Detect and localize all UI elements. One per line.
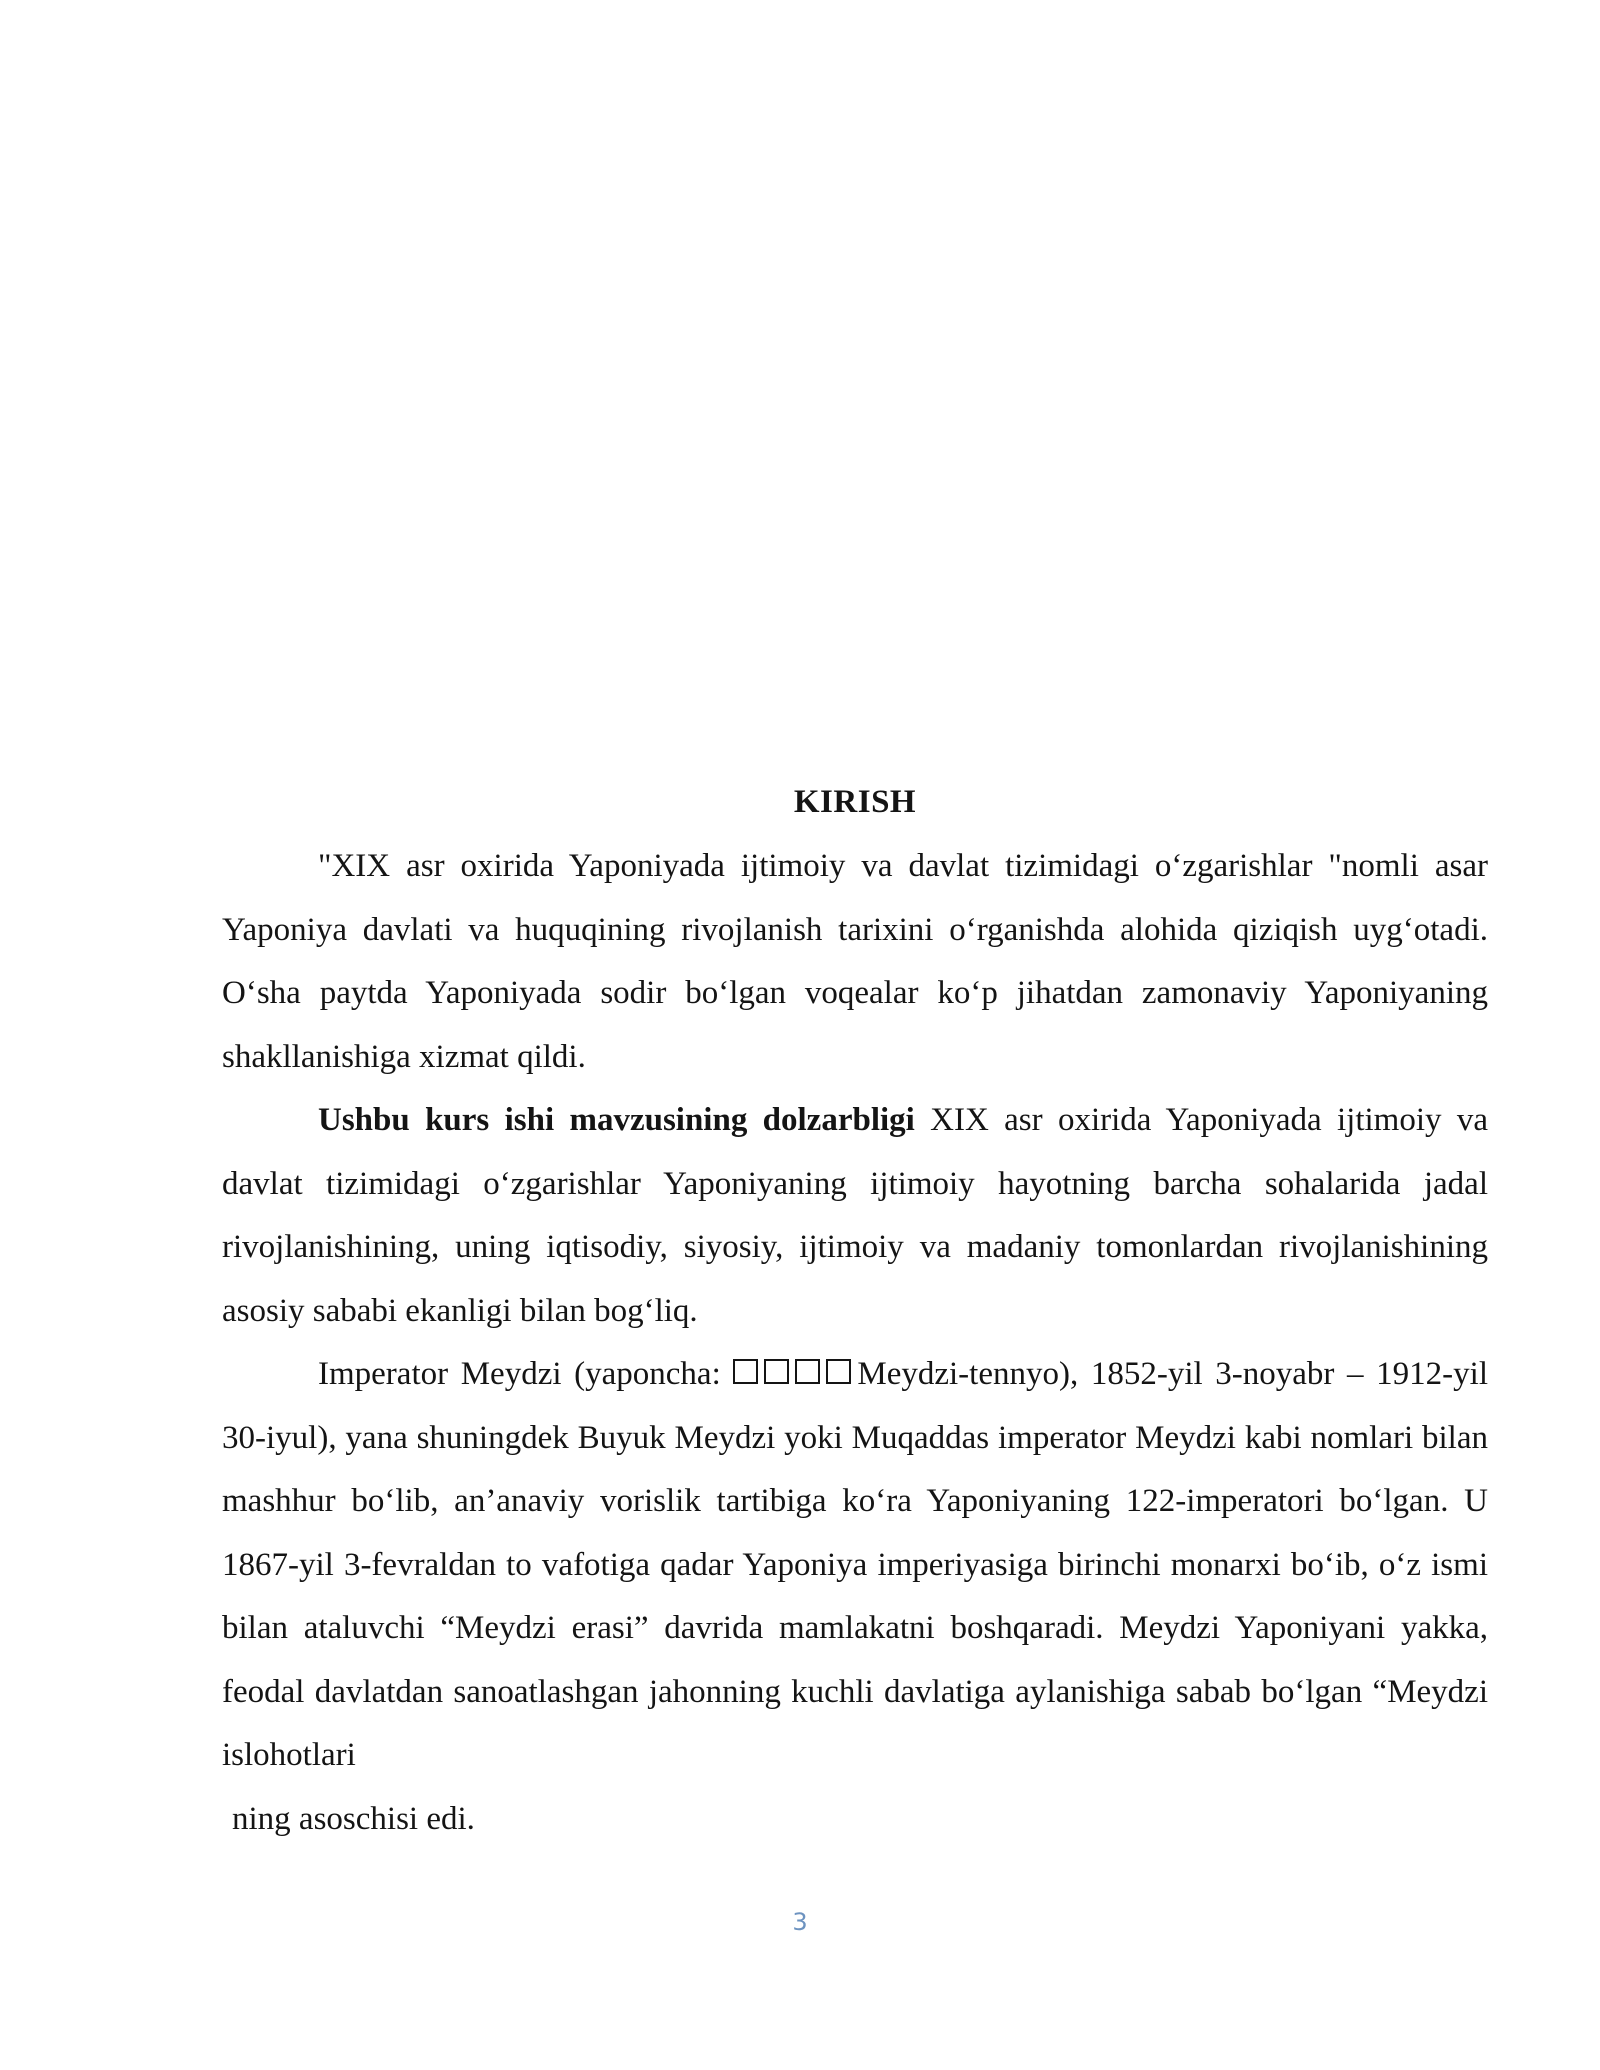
paragraph-relevance-text: XIX asr oxirida Yaponiyada ijtimoiy va davlat tizimidagi oʻzgarishlar Yaponiyaning ijtimoiy hayotning barcha sohalarida jadal rivojlanishining, uning iqtisodiy, siyosiy, ijtimoiy va madaniy tomonlardan rivojlanishining asosiy sababi ekanligi bilan bogʻliq. xyxy=(222,1102,1488,1329)
missing-glyph-icon xyxy=(764,1359,789,1384)
paragraph-meiji-text-rest: Meydzi-tennyo), 1852-yil 3-noyabr – 1912-yil 30-iyul), yana shuningdek Buyuk Meydzi yoki Muqaddas imperator Meydzi kabi nomlari bilan mashhur boʻlib, an’anaviy vorislik tartibiga koʻra Yaponiyaning 122-imperatori boʻlgan. U 1867-yil 3-fevraldan to vafotiga qadar Yaponiya imperiyasiga birinchi monarxi boʻib, oʻz ismi bilan ataluvchi “Meydzi erasi” davrida mamlakatni boshqaradi. Meydzi Yaponiyani yakka, feodal davlatdan sanoatlashgan jahonning kuchli davlatiga aylanishiga sabab boʻlgan “Meydzi islohotlari xyxy=(222,1356,1488,1773)
paragraph-meiji-text-start: Imperator Meydzi (yaponcha: xyxy=(318,1356,734,1392)
relevance-bold-lead: Ushbu kurs ishi mavzusining dolzarbligi xyxy=(318,1102,915,1138)
paragraph-meiji xyxy=(222,1343,1488,1788)
page-number: 3 xyxy=(792,1908,808,1936)
missing-glyph-icon xyxy=(795,1359,820,1384)
paragraph-meiji-tail: ning asoschisi edi. xyxy=(232,1800,475,1837)
paragraph-intro xyxy=(222,835,1488,1089)
missing-glyph-icon xyxy=(733,1359,758,1384)
section-heading: KIRISH xyxy=(793,784,917,820)
missing-glyph-icon xyxy=(826,1359,851,1384)
paragraph-relevance xyxy=(222,1089,1488,1343)
paragraph-intro-text: "XIX asr oxirida Yaponiyada ijtimoiy va davlat tizimidagi oʻzgarishlar "nomli asar Yaponiya davlati va huquqining rivojlanish tarixini oʻrganishda alohida qiziqish uygʻotadi. Oʻsha paytda Yaponiyada sodir boʻlgan voqealar koʻp jihatdan zamonaviy Yaponiyaning shakllanishiga xizmat qildi. xyxy=(222,848,1488,1075)
page-body xyxy=(222,775,1488,1851)
